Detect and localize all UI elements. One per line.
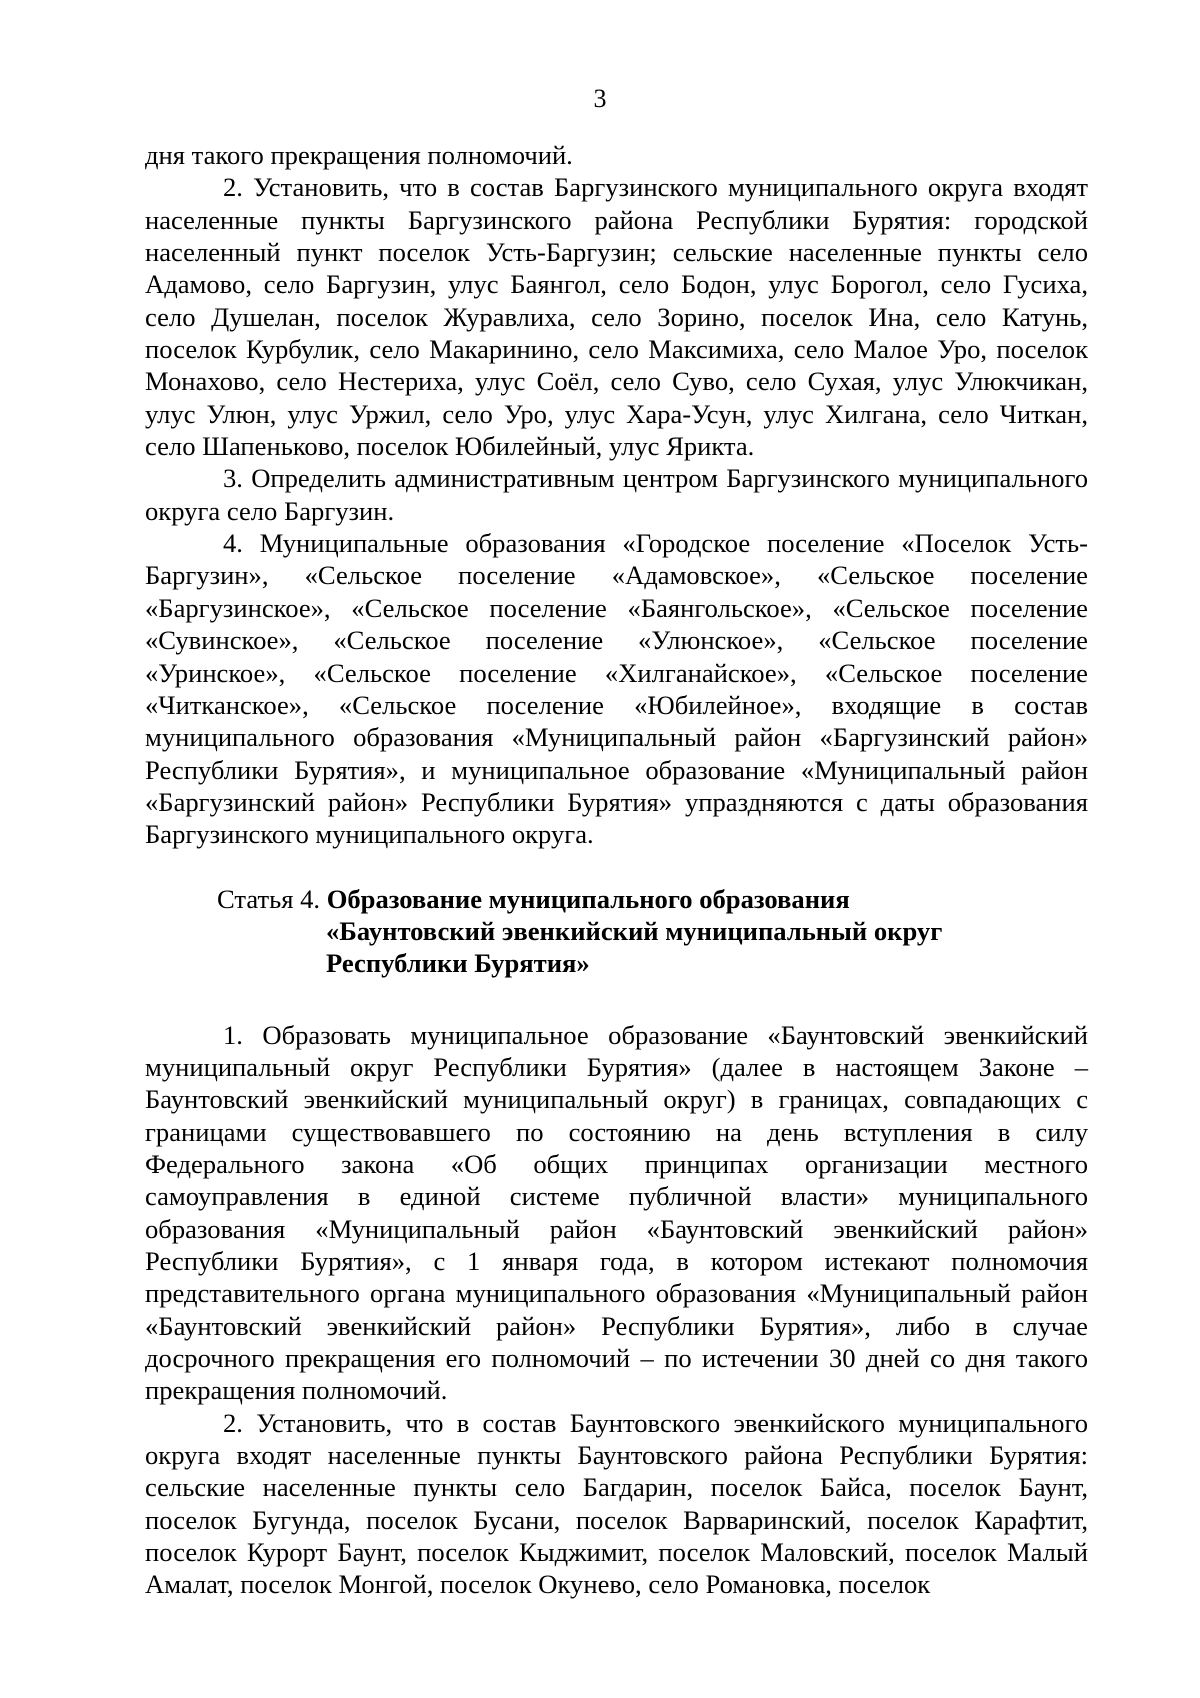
article-heading-line-1 bbox=[217, 883, 1088, 915]
paragraph-item-4-barguzin: 4. Муниципальные образования «Городское поселение «Поселок Усть-Баргузин», «Сельское поселение «Адамовское», «Сельское поселение «Баргузинское», «Сельское поселение «Баянгольское», «Сельское поселение «Сувинское», «Сельское поселение «Улюнское», «Сельское поселение «Уринское», «Сельское поселение «Хилганайское», «Сельское поселение «Читканское», «Сельское поселение «Юбилейное», входящие в состав муниципального образования «Муниципальный район «Баргузинский район» Республики Бурятия», и муниципальное образование «Муниципальный район «Баргузинский район» Республики Бурятия» упраздняются с даты образования Баргузинского муниципального округа. bbox=[145, 528, 1088, 850]
article-title-line-2: «Баунтовский эвенкийский муниципальный округ bbox=[326, 915, 943, 946]
paragraph-item-2-barguzin: 2. Установить, что в состав Баргузинского муниципального округа входят населенные пункты Баргузинского района Республики Бурятия: городской населенный пункт поселок Усть-Баргузин; сельские населенные пункты село Адамово, село Баргузин, улус Баянгол, село Бодон, улус Борогол, село Гусиха, село Душелан, поселок Журавлиха, село Зорино, поселок Ина, село Катунь, поселок Курбулик, село Макаринино, село Максимиха, село Малое Уро, поселок Монахово, село Нестериха, улус Соёл, село Суво, село Сухая, улус Улюкчикан, улус Улюн, улус Уржил, село Уро, улус Хара-Усун, улус Хилгана, село Читкан, село Шапеньково, поселок Юбилейный, улус Ярикта. bbox=[145, 172, 1088, 462]
page-number: 3 bbox=[593, 84, 607, 113]
paragraph-item-2-bauntovsky: 2. Установить, что в состав Баунтовского эвенкийского муниципального округа входят населенные пункты Баунтовского района Республики Бурятия: сельские населенные пункты село Багдарин, поселок Байса, поселок Баунт, поселок Бугунда, поселок Бусани, поселок Варваринский, поселок Карафтит, поселок Курорт Баунт, поселок Кыджимит, поселок Маловский, поселок Малый Амалат, поселок Монгой, поселок Окунево, село Романовка, поселок bbox=[145, 1407, 1088, 1600]
paragraph-continuation: дня такого прекращения полномочий. bbox=[145, 140, 573, 170]
article-label: Статья 4. bbox=[217, 883, 321, 914]
paragraph-item-1-bauntovsky: 1. Образовать муниципальное образование «Баунтовский эвенкийский муниципальный округ Республики Бурятия» (далее в настоящем Законе – Баунтовский эвенкийский муниципальный округ) в границах, совпадающих с границами существовавшего по состоянию на день вступления в силу Федерального закона «Об общих принципах организации местного самоуправления в единой системе публичной власти» муниципального образования «Муниципальный район «Баунтовский эвенкийский район» Республики Бурятия», с 1 января года, в котором истекают полномочия представительного органа муниципального образования «Муниципальный район «Баунтовский эвенкийский район» Республики Бурятия», либо в случае досрочного прекращения его полномочий – по истечении 30 дней со дня такого прекращения полномочий. bbox=[145, 1019, 1088, 1406]
paragraph-item-3-barguzin: 3. Определить административным центром Баргузинского муниципального округа село Баргузин. bbox=[145, 463, 1088, 526]
document-body bbox=[145, 139, 1088, 1601]
article-heading bbox=[145, 883, 1088, 980]
article-title-line-3: Республики Бурятия» bbox=[326, 948, 590, 979]
article-title-line-1: Образование муниципального образования bbox=[326, 883, 850, 914]
